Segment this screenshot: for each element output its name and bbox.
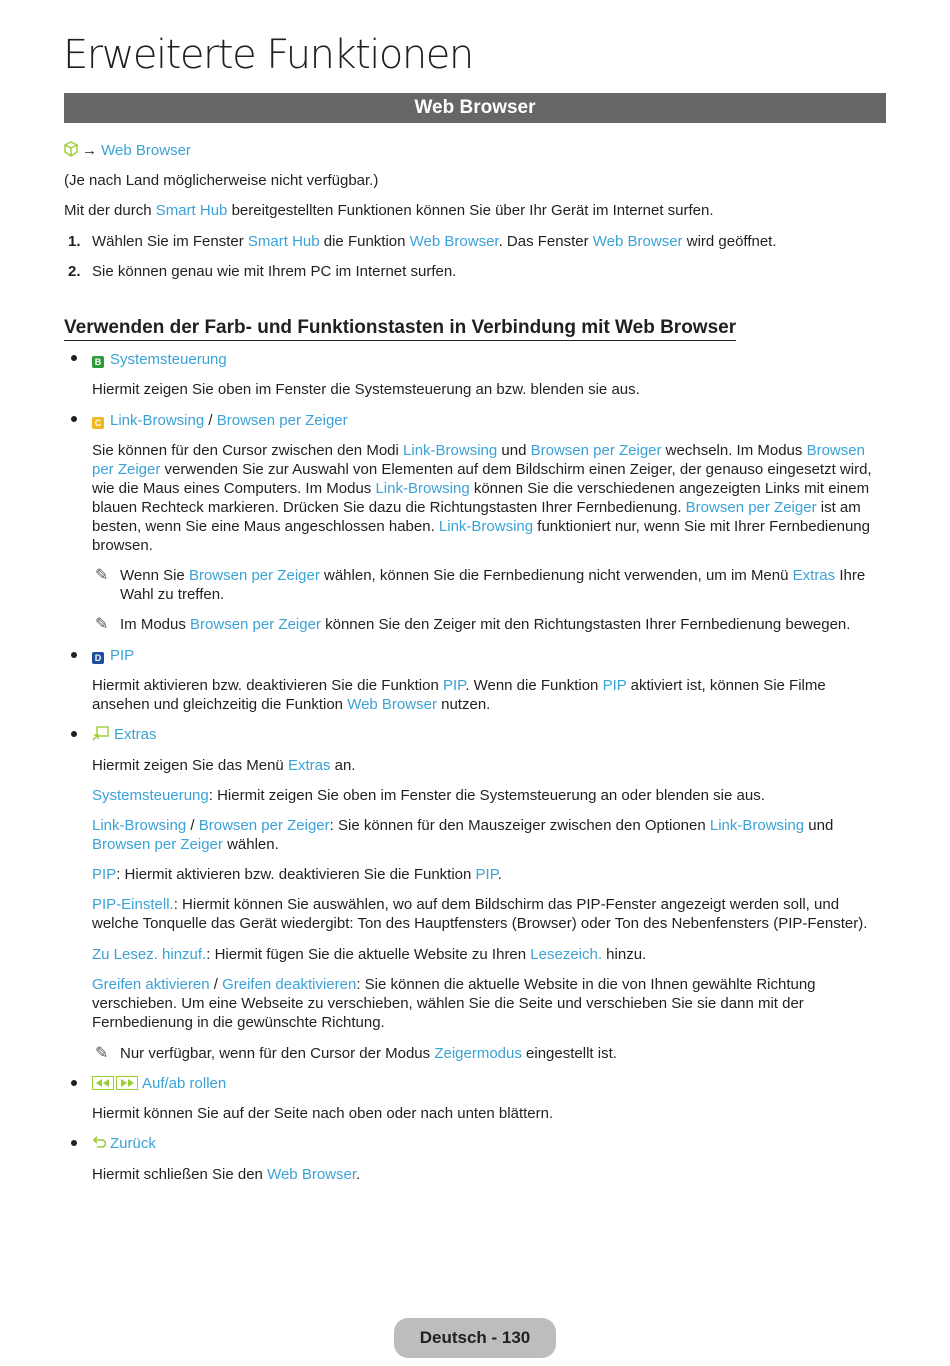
- separator: /: [209, 976, 223, 993]
- page-title: Erweiterte Funktionen: [63, 32, 473, 78]
- desc-text: : Sie können die aktuelle Website in die von Ihnen gewählte Richtung verschieben. Um eine Webseite zu verschieben, wählen Sie die Seite und verschieben Sie sie dann mit der Fernbedienung in die gewünschte Richtung.: [92, 976, 816, 1031]
- c-key-icon: C: [92, 417, 104, 429]
- bullet: [71, 731, 77, 737]
- desc-text: wechseln. Im Modus: [661, 442, 807, 459]
- desc-text: Sie können für den Cursor zwischen den Modi: [92, 442, 404, 459]
- pip-link[interactable]: PIP: [602, 677, 627, 694]
- browsen-per-zeiger-link[interactable]: Browsen per Zeiger: [190, 616, 321, 633]
- bullet: [71, 652, 77, 658]
- note-pencil-icon: ✎: [95, 1045, 109, 1062]
- intro-text: [64, 201, 714, 220]
- separator: /: [204, 412, 217, 429]
- scroll-desc: Hiermit können Sie auf der Seite nach oben oder nach unten blättern.: [92, 1105, 554, 1122]
- section-header: Web Browser: [64, 93, 886, 123]
- link-browsing-link[interactable]: Link-Browsing: [110, 412, 205, 429]
- note-pencil-icon: ✎: [95, 567, 109, 584]
- rewind-forward-icon: [92, 1076, 138, 1095]
- pip-link[interactable]: PIP: [92, 866, 117, 883]
- b-key-icon: B: [92, 356, 104, 368]
- note-richtungstasten: [120, 615, 850, 634]
- desc-text: Hiermit aktivieren bzw. deaktivieren Sie die Funktion: [92, 677, 443, 694]
- extras-desc: [92, 756, 355, 775]
- desc-text: Hiermit schließen Sie den: [92, 1166, 268, 1183]
- step-1: [92, 232, 777, 251]
- item-systemsteuerung: [92, 350, 227, 369]
- desc-text: und: [804, 817, 834, 834]
- extras-link[interactable]: Extras: [114, 726, 157, 743]
- note-text: Im Modus: [120, 616, 191, 633]
- note-text: Ihre Wahl zu treffen.: [120, 567, 866, 603]
- smart-hub-link[interactable]: Smart Hub: [247, 233, 320, 250]
- step-text: wird geöffnet.: [682, 233, 777, 250]
- desc-text: und: [497, 442, 531, 459]
- systemsteuerung-desc: Hiermit zeigen Sie oben im Fenster die Systemsteuerung an bzw. blenden sie aus.: [92, 381, 640, 398]
- bullet: [71, 1080, 77, 1086]
- desc-text: nutzen.: [436, 696, 491, 713]
- desc-text: : Hiermit können Sie auswählen, wo auf dem Bildschirm das PIP-Fenster angezeigt werden soll, und welche Tonquelle das Gerät wiedergibt: Ton des Hauptfensters (Browser) oder Ton des Nebenfensters (PIP-Fenster).: [92, 896, 868, 932]
- extras-link[interactable]: Extras: [792, 567, 836, 584]
- item-zurueck: [92, 1134, 156, 1155]
- browsen-per-zeiger-link[interactable]: Browsen per Zeiger: [530, 442, 662, 459]
- desc-text: Hiermit zeigen Sie das Menü: [92, 757, 288, 774]
- step-text: Wählen Sie im Fenster: [92, 233, 248, 250]
- d-key-icon: D: [92, 652, 104, 664]
- path-arrow: →: [82, 142, 97, 159]
- extras-greifen: [92, 975, 887, 1032]
- extras-link[interactable]: Extras: [287, 757, 331, 774]
- step-text: die Funktion: [319, 233, 410, 250]
- systemsteuerung-link[interactable]: Systemsteuerung: [92, 787, 209, 804]
- browsen-per-zeiger-link[interactable]: Browsen per Zeiger: [188, 567, 320, 584]
- intro-text-part: bereitgestellten Funktionen können Sie über Ihr Gerät im Internet surfen.: [227, 202, 714, 219]
- browsen-per-zeiger-link[interactable]: Browsen per Zeiger: [685, 499, 817, 516]
- browsen-per-zeiger-link[interactable]: Browsen per Zeiger: [92, 442, 865, 478]
- auf-ab-rollen-link[interactable]: Auf/ab rollen: [142, 1075, 227, 1092]
- zeigermodus-link[interactable]: Zeigermodus: [434, 1045, 522, 1062]
- item-auf-ab-rollen: [92, 1074, 226, 1095]
- browsen-per-zeiger-link[interactable]: Browsen per Zeiger: [198, 817, 330, 834]
- browsen-per-zeiger-link[interactable]: Browsen per Zeiger: [216, 412, 348, 429]
- note-browsen-per-zeiger: [120, 566, 886, 604]
- availability-note: (Je nach Land möglicherweise nicht verfügbar.): [64, 172, 379, 189]
- extras-systemsteuerung: [92, 786, 765, 805]
- desc-text: : Sie können für den Mauszeiger zwischen den Optionen: [329, 817, 710, 834]
- bullet: [71, 1140, 77, 1146]
- desc-text: wählen.: [222, 836, 279, 853]
- smart-hub-link[interactable]: Smart Hub: [155, 202, 228, 219]
- desc-text: an.: [330, 757, 356, 774]
- separator: /: [186, 817, 199, 834]
- lesezeichen-link[interactable]: Lesezeich.: [530, 946, 603, 963]
- desc-text: hinzu.: [602, 946, 647, 963]
- note-text: wählen, können Sie die Fernbedienung nicht verwenden, um im Menü: [319, 567, 793, 584]
- link-browsing-link[interactable]: Link-Browsing: [709, 817, 805, 834]
- systemsteuerung-link[interactable]: Systemsteuerung: [110, 351, 227, 368]
- pip-desc: [92, 676, 887, 714]
- web-browser-link[interactable]: Web Browser: [267, 1166, 357, 1183]
- desc-text: ist am besten, wenn Sie eine Maus angeschlossen haben.: [92, 499, 861, 535]
- pip-link[interactable]: PIP: [443, 677, 466, 694]
- desc-text: aktiviert ist, können Sie Filme ansehen und gleichzeitig die Funktion: [92, 677, 826, 713]
- desc-text: : Hiermit zeigen Sie oben im Fenster die Systemsteuerung an oder blenden sie aus.: [208, 787, 765, 804]
- desc-text: funktioniert nur, wenn Sie mit Ihrer Fernbedienung browsen.: [92, 518, 870, 554]
- step-text: . Das Fenster: [498, 233, 593, 250]
- item-pip: [92, 646, 134, 665]
- pip-einstell-link[interactable]: PIP-Einstell.: [92, 896, 174, 913]
- note-text: Nur verfügbar, wenn für den Cursor der Modus: [120, 1045, 435, 1062]
- section-subheading: Verwenden der Farb- und Funktionstasten in Verbindung mit Web Browser: [64, 316, 736, 341]
- bullet: [71, 416, 77, 422]
- link-browsing-link[interactable]: Link-Browsing: [92, 817, 187, 834]
- zu-lesez-hinzuf-link[interactable]: Zu Lesez. hinzuf.: [92, 946, 207, 963]
- web-browser-link[interactable]: Web Browser: [592, 233, 683, 250]
- desc-text: . Wenn die Funktion: [465, 677, 603, 694]
- desc-text: .: [356, 1166, 361, 1183]
- bullet: [71, 355, 77, 361]
- greifen-deaktivieren-link[interactable]: Greifen deaktivieren: [222, 976, 357, 993]
- link-browsing-desc: [92, 441, 887, 555]
- link-browsing-link[interactable]: Link-Browsing: [403, 442, 498, 459]
- extras-lesezeichen: [92, 945, 646, 964]
- link-browsing-link[interactable]: Link-Browsing: [438, 518, 534, 535]
- path-link-web-browser[interactable]: Web Browser: [101, 142, 191, 159]
- link-browsing-link[interactable]: Link-Browsing: [375, 480, 470, 497]
- extras-link-browsing: [92, 816, 887, 854]
- item-link-browsing: [92, 411, 348, 430]
- page-number: Deutsch - 130: [394, 1318, 556, 1358]
- extras-pip-einstell: [92, 895, 887, 933]
- pip-link[interactable]: PIP: [475, 866, 498, 883]
- desc-text: verwenden Sie zur Auswahl von Elementen auf dem Bildschirm einen Zeiger, der genauso eingesetzt wird, wie die Maus eines Computers. Im Modus: [92, 461, 872, 497]
- web-browser-link[interactable]: Web Browser: [347, 696, 437, 713]
- desc-text: : Hiermit aktivieren bzw. deaktivieren Sie die Funktion: [116, 866, 476, 883]
- item-extras: [92, 725, 157, 746]
- smart-hub-icon: [64, 141, 78, 162]
- extras-pip: [92, 865, 502, 884]
- back-desc: [92, 1165, 360, 1184]
- note-pencil-icon: ✎: [95, 616, 109, 633]
- step-number: 1.: [68, 233, 81, 250]
- web-browser-link[interactable]: Web Browser: [409, 233, 499, 250]
- greifen-aktivieren-link[interactable]: Greifen aktivieren: [92, 976, 210, 993]
- step-2: Sie können genau wie mit Ihrem PC im Internet surfen.: [92, 263, 457, 280]
- note-text: eingestellt ist.: [521, 1045, 617, 1062]
- note-zeigermodus: [120, 1044, 617, 1063]
- desc-text: können Sie die verschiedenen angezeigten Links mit einem blauen Rechteck markieren. Drücken Sie dazu die Richtungstasten Ihrer Fernbedienung.: [92, 480, 870, 516]
- step-number: 2.: [68, 263, 81, 280]
- note-text: Wenn Sie: [120, 567, 189, 584]
- desc-text: .: [497, 866, 502, 883]
- menu-path: [64, 141, 191, 162]
- return-icon: [92, 1136, 106, 1155]
- intro-text-part: Mit der durch: [64, 202, 156, 219]
- note-text: können Sie den Zeiger mit den Richtungstasten Ihrer Fernbedienung bewegen.: [320, 616, 851, 633]
- pip-link[interactable]: PIP: [110, 647, 135, 664]
- zurueck-link[interactable]: Zurück: [110, 1135, 156, 1152]
- desc-text: : Hiermit fügen Sie die aktuelle Website zu Ihren: [206, 946, 531, 963]
- tools-icon: [92, 725, 110, 746]
- browsen-per-zeiger-link[interactable]: Browsen per Zeiger: [92, 836, 223, 853]
